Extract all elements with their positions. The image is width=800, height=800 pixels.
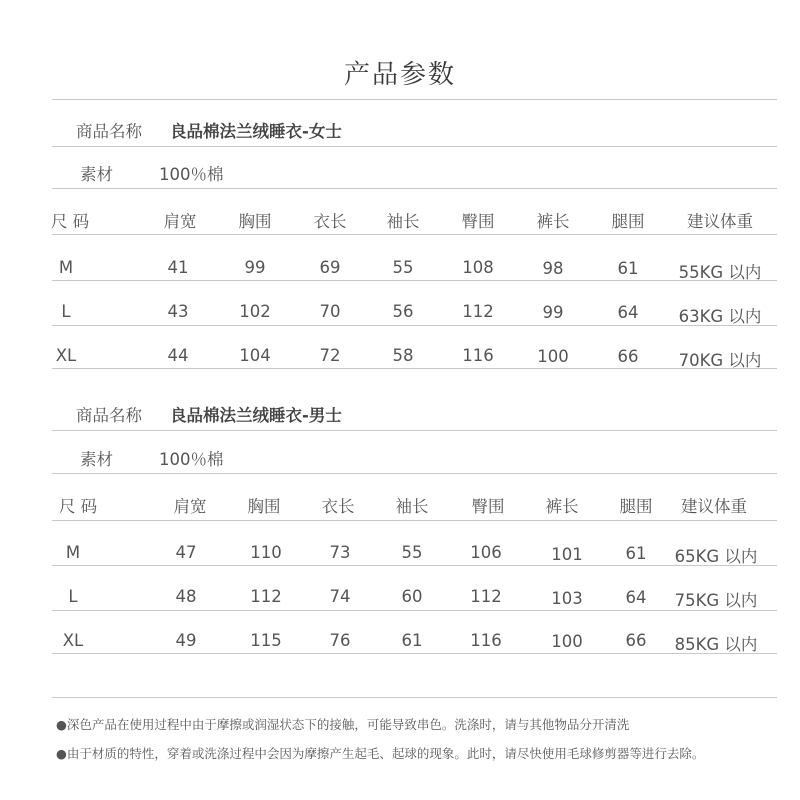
divider — [52, 280, 777, 281]
table-cell: L — [68, 587, 78, 606]
table-header-cell: 腿围 — [611, 212, 645, 231]
table-cell: 99 — [244, 258, 266, 277]
table-header-cell: 建议体重 — [681, 497, 747, 516]
divider — [52, 430, 777, 431]
table-header-cell: 腿围 — [619, 497, 653, 516]
table-header-cell: 胸围 — [247, 497, 281, 516]
divider — [52, 520, 777, 521]
table-cell: 108 — [462, 258, 494, 277]
table-header-cell: 尺 码 — [50, 212, 90, 231]
table-cell: 64 — [625, 588, 647, 607]
men-material-label: 素材 — [80, 450, 113, 469]
table-cell: 103 — [551, 589, 583, 608]
table-cell: 100 — [551, 632, 583, 651]
table-cell: 116 — [470, 631, 502, 650]
table-cell: 63KG 以内 — [678, 307, 762, 326]
table-cell: 70KG 以内 — [678, 351, 762, 370]
table-cell: 65KG 以内 — [674, 547, 758, 566]
divider — [52, 188, 777, 189]
table-cell: 43 — [167, 302, 189, 321]
table-cell: 61 — [617, 259, 639, 278]
divider — [52, 697, 777, 698]
table-header-cell: 衣长 — [313, 212, 347, 231]
divider — [52, 610, 777, 611]
table-cell: 104 — [239, 346, 271, 365]
table-cell: 112 — [250, 587, 282, 606]
divider — [52, 653, 777, 654]
table-cell: 55 — [392, 258, 414, 277]
table-header-cell: 袖长 — [395, 497, 429, 516]
table-cell: 69 — [319, 258, 341, 277]
divider — [52, 146, 777, 147]
table-cell: XL — [55, 346, 77, 365]
table-header-cell: 肩宽 — [163, 212, 197, 231]
table-cell: 44 — [167, 346, 189, 365]
table-cell: 72 — [319, 346, 341, 365]
table-cell: M — [65, 543, 81, 562]
table-cell: 58 — [392, 346, 414, 365]
table-header-cell: 衣长 — [321, 497, 355, 516]
table-cell: 49 — [175, 631, 197, 650]
table-cell: 61 — [625, 544, 647, 563]
women-name-value: 良品棉法兰绒睡衣-女士 — [170, 122, 342, 141]
women-material-value: 100％棉 — [159, 165, 224, 184]
men-material-value: 100％棉 — [159, 450, 224, 469]
table-cell: 75KG 以内 — [674, 591, 758, 610]
table-cell: 116 — [462, 346, 494, 365]
table-cell: 110 — [250, 543, 282, 562]
table-cell: 60 — [401, 587, 423, 606]
women-material-label: 素材 — [80, 165, 113, 184]
table-cell: 112 — [470, 587, 502, 606]
table-cell: 55KG 以内 — [678, 263, 762, 282]
table-cell: 100 — [537, 347, 569, 366]
table-header-cell: 裤长 — [536, 212, 570, 231]
divider — [52, 325, 777, 326]
table-cell: 48 — [175, 587, 197, 606]
men-name-value: 良品棉法兰绒睡衣-男士 — [170, 406, 342, 425]
table-cell: L — [61, 302, 71, 321]
table-cell: 99 — [542, 303, 564, 322]
table-cell: 41 — [167, 258, 189, 277]
table-cell: 61 — [401, 631, 423, 650]
table-cell: 73 — [329, 543, 351, 562]
care-note: ●深色产品在使用过程中由于摩擦或润湿状态下的接触，可能导致串色。洗涤时，请与其他物品分开清洗 — [56, 717, 630, 732]
table-cell: 85KG 以内 — [674, 635, 758, 654]
table-cell: 106 — [470, 543, 502, 562]
men-name-label: 商品名称 — [76, 406, 142, 425]
table-cell: 70 — [319, 302, 341, 321]
divider — [52, 565, 777, 566]
table-header-cell: 尺 码 — [58, 497, 98, 516]
table-header-cell: 袖长 — [386, 212, 420, 231]
table-header-cell: 臀围 — [461, 212, 495, 231]
care-note: ●由于材质的特性，穿着或洗涤过程中会因为摩擦产生起毛、起球的现象。此时，请尽快使用毛球修剪器等进行去除。 — [56, 746, 705, 761]
table-cell: 56 — [392, 302, 414, 321]
divider — [52, 234, 777, 235]
table-cell: 74 — [329, 587, 351, 606]
table-cell: 47 — [175, 543, 197, 562]
table-cell: 102 — [239, 302, 271, 321]
divider — [52, 99, 777, 100]
table-header-cell: 裤长 — [545, 497, 579, 516]
table-cell: 55 — [401, 543, 423, 562]
table-cell: 98 — [542, 259, 564, 278]
table-header-cell: 建议体重 — [687, 212, 753, 231]
table-cell: 76 — [329, 631, 351, 650]
table-cell: 115 — [250, 631, 282, 650]
table-header-cell: 胸围 — [238, 212, 272, 231]
table-header-cell: 肩宽 — [173, 497, 207, 516]
divider — [52, 368, 777, 369]
table-cell: 112 — [462, 302, 494, 321]
divider — [52, 473, 777, 474]
table-cell: 101 — [551, 545, 583, 564]
table-header-cell: 臀围 — [471, 497, 505, 516]
table-cell: 64 — [617, 303, 639, 322]
table-cell: 66 — [625, 631, 647, 650]
women-name-label: 商品名称 — [76, 122, 142, 141]
table-cell: XL — [62, 631, 84, 650]
table-cell: M — [58, 258, 74, 277]
page-title: 产品参数 — [343, 60, 456, 90]
table-cell: 66 — [617, 347, 639, 366]
